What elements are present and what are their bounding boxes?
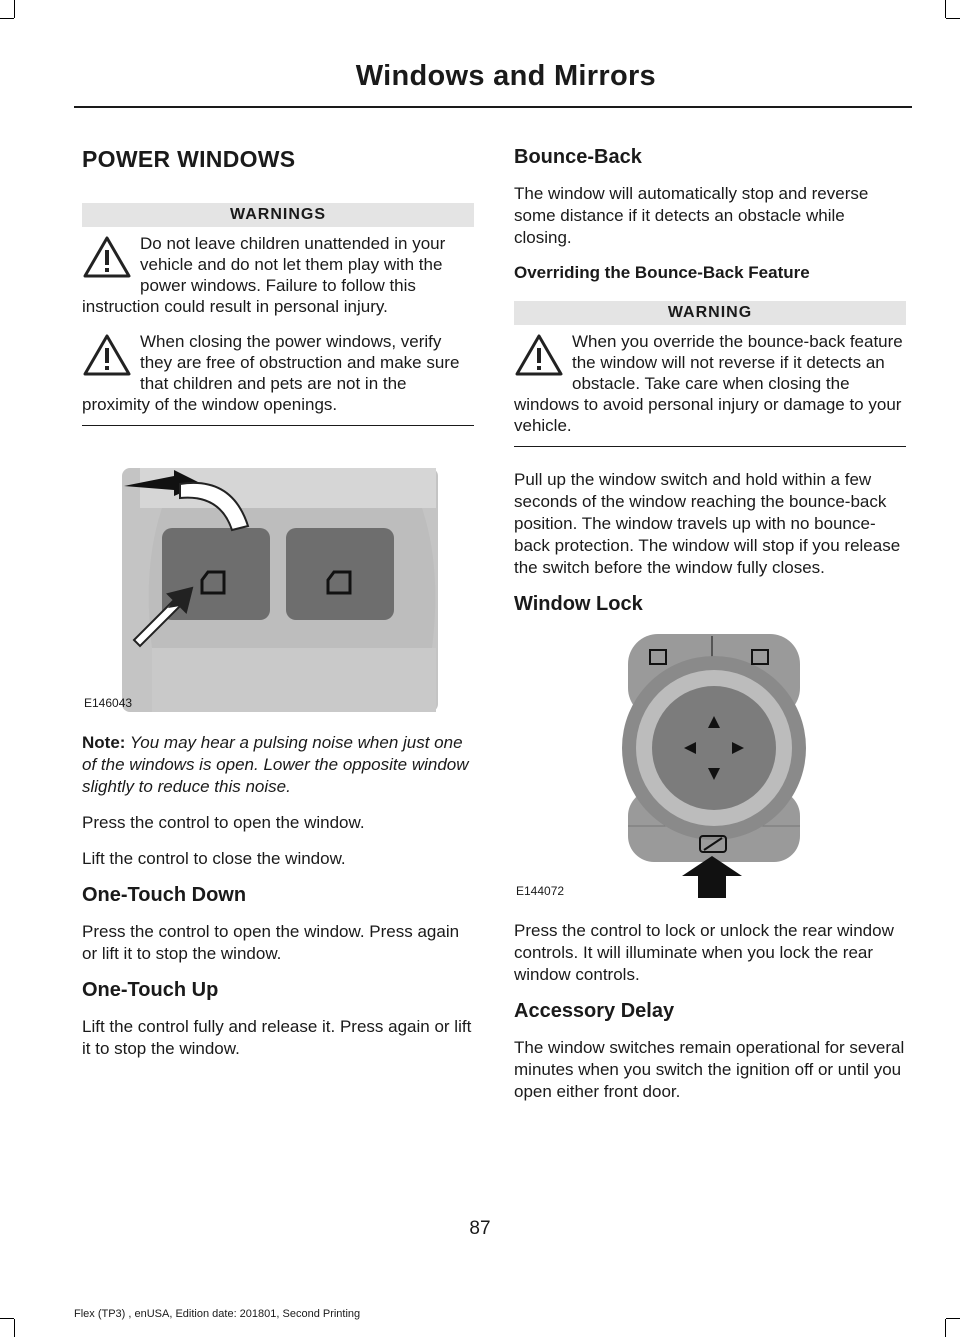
note	[82, 732, 474, 798]
right-column	[514, 140, 906, 1117]
window-lock-illustration	[514, 630, 906, 900]
subsection-title: One-Touch Up	[82, 979, 219, 1001]
crop-mark	[946, 1318, 960, 1319]
crop-mark	[945, 0, 946, 18]
subsection-title: Bounce-Back	[514, 146, 642, 168]
paragraph: Press the control to lock or unlock the rear window controls. It will illuminate when you lock the rear window controls.	[514, 921, 894, 984]
footer-text: Flex (TP3) , enUSA, Edition date: 201801, Second Printing	[74, 1308, 361, 1320]
paragraph: Lift the control to close the window.	[82, 849, 346, 868]
note-label: Note:	[82, 733, 126, 752]
warning-triangle-icon	[514, 333, 564, 377]
paragraph: Press the control to open the window.	[82, 813, 365, 832]
window-switch-figure	[82, 448, 474, 712]
minor-title: Overriding the Bounce-Back Feature	[514, 263, 810, 282]
subsection-title: Accessory Delay	[514, 1000, 675, 1022]
crop-mark	[946, 18, 960, 19]
warning-item	[82, 233, 474, 317]
crop-mark	[14, 0, 15, 18]
figure-id: E144072	[516, 884, 565, 898]
crop-mark	[14, 1319, 15, 1337]
page-header-title: Windows and Mirrors	[355, 60, 656, 92]
warning-triangle-icon	[82, 333, 132, 377]
paragraph: The window switches remain operational for several minutes when you switch the ignition off or until you open either front door.	[514, 1038, 905, 1101]
note-text: You may hear a pulsing noise when just one of the windows is open. Lower the opposite window slightly to reduce this noise.	[82, 733, 469, 796]
section-title: POWER WINDOWS	[82, 146, 296, 172]
subsection-title: One-Touch Down	[82, 884, 247, 906]
left-column	[82, 140, 474, 1074]
warning-item	[82, 331, 474, 415]
paragraph: Pull up the window switch and hold within a few seconds of the window reaching the bounce-back position. The window travels up with no bounce-back protection. The window will stop if you release the switch before the window fully closes.	[514, 470, 901, 577]
warnings-heading: WARNINGS	[82, 203, 474, 227]
warning-heading: WARNING	[514, 301, 906, 325]
warning-item	[514, 331, 906, 436]
window-switch-illustration	[82, 448, 474, 712]
crop-mark	[0, 1318, 14, 1319]
warning-triangle-icon	[82, 235, 132, 279]
paragraph: The window will automatically stop and reverse some distance if it detects an obstacle while closing.	[514, 184, 869, 247]
window-lock-figure	[514, 630, 906, 900]
paragraph: Press the control to open the window. Press again or lift it to stop the window.	[82, 922, 460, 963]
crop-mark	[0, 18, 14, 19]
warning-text: When closing the power windows, verify they are free of obstruction and make sure that children and pets are not in the proximity of the window openings.	[82, 332, 460, 414]
page-number: 87	[469, 1218, 491, 1239]
subsection-title: Window Lock	[514, 593, 643, 615]
header-rule	[74, 106, 912, 108]
warning-divider	[82, 425, 474, 426]
crop-mark	[945, 1319, 946, 1337]
paragraph: Lift the control fully and release it. Press again or lift it to stop the window.	[82, 1017, 472, 1058]
warning-text: When you override the bounce-back feature the window will not reverse if it detects an obstacle. Take care when closing the windows to avoid personal injury or damage to your vehicle.	[514, 332, 903, 435]
warning-divider	[514, 446, 906, 447]
warning-text: Do not leave children unattended in your vehicle and do not let them play with the power windows. Failure to follow this instruction could result in personal injury.	[82, 234, 446, 316]
figure-id: E146043	[84, 696, 133, 710]
